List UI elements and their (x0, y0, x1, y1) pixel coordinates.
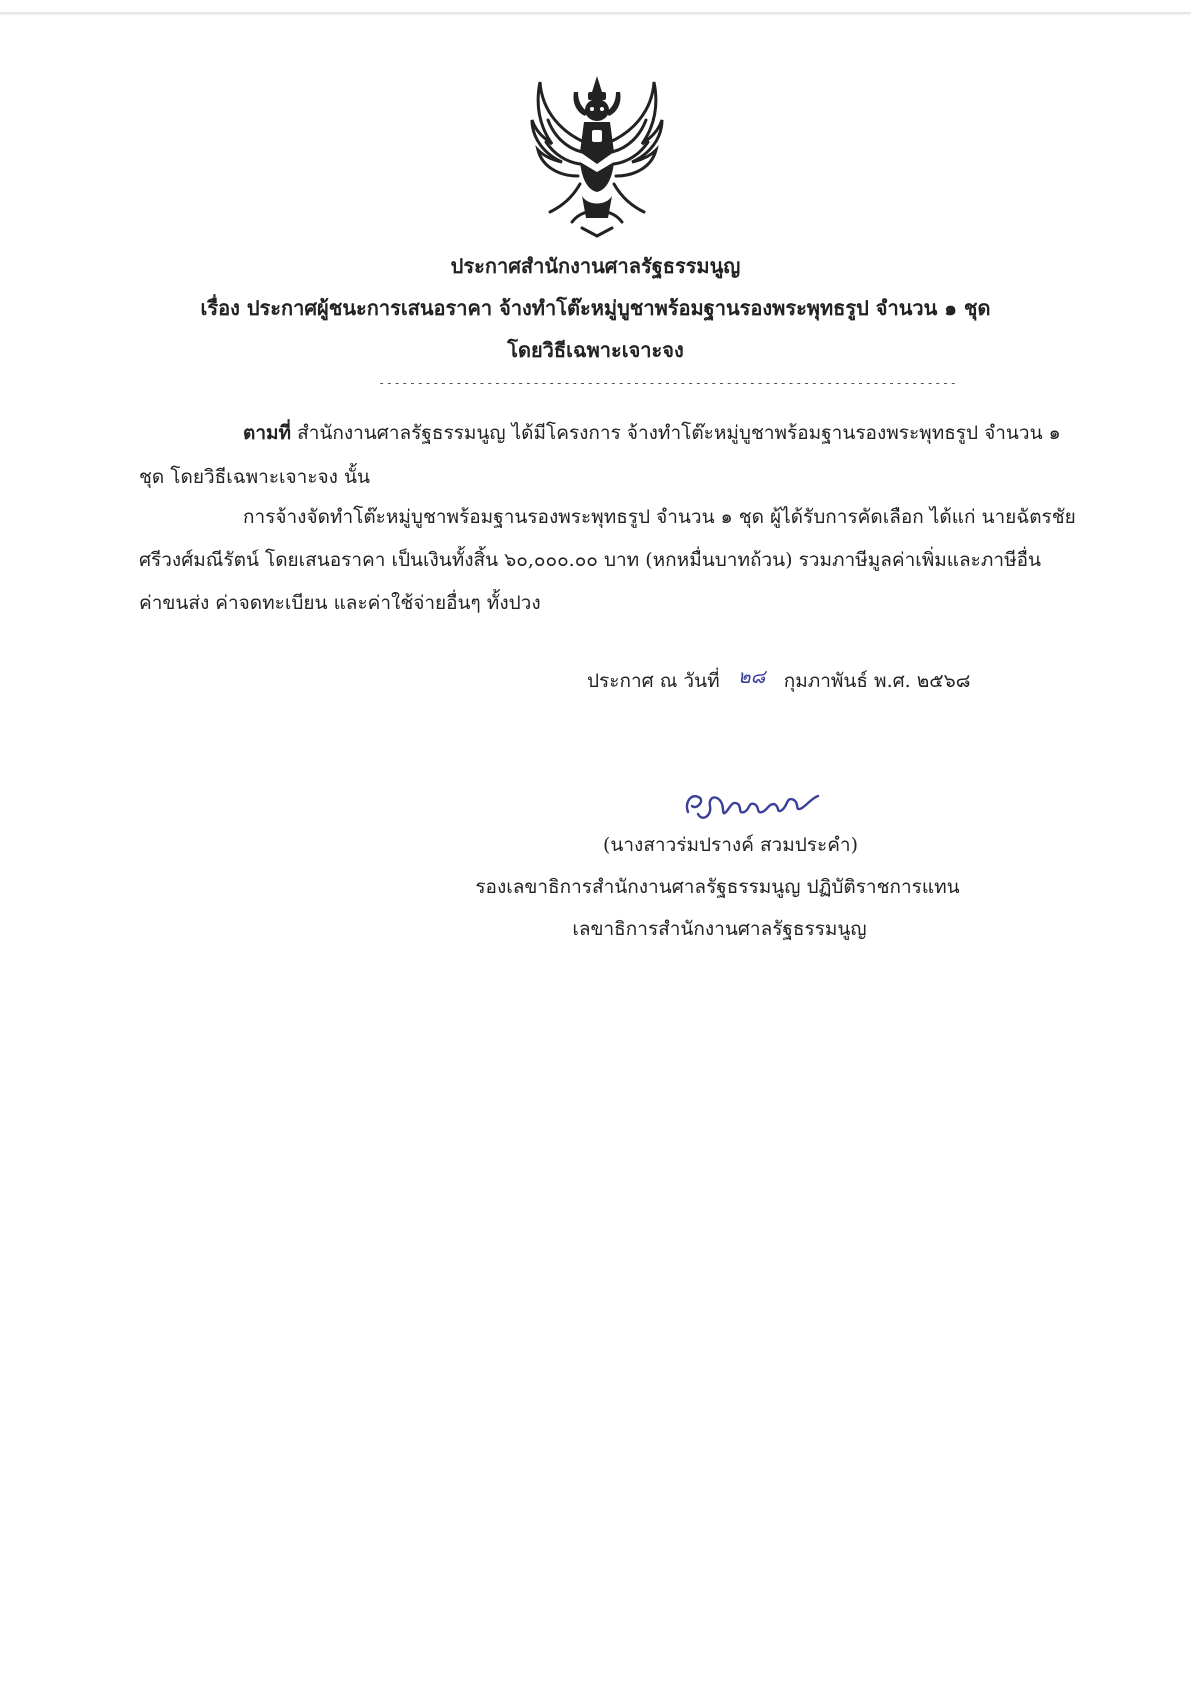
signatory-name: (นางสาวร่มปรางค์ สวมประคำ) (602, 834, 859, 856)
signatory-position-1: รองเลขาธิการสำนักงานศาลรัฐธรรมนูญ ปฏิบัติราชการแทน (475, 876, 960, 898)
paragraph-1-text: สำนักงานศาลรัฐธรรมนูญ ได้มีโครงการ จ้างทำโต๊ะหมู่บูชาพร้อมฐานรองพระพุทธรูป จำนวน ๑ (291, 422, 1061, 444)
paragraph-2-line-1: การจ้างจัดทำโต๊ะหมู่บูชาพร้อมฐานรองพระพุทธรูป จำนวน ๑ ชุด ผู้ได้รับการคัดเลือก ได้แก่ นายฉัตรชัย (243, 506, 1076, 528)
date-day-handwritten: ๒๘ (738, 666, 766, 688)
date-month-year: กุมภาพันธ์ พ.ศ. ๒๕๖๘ (783, 670, 971, 692)
paragraph-2-line-2: ศรีวงศ์มณีรัตน์ โดยเสนอราคา เป็นเงินทั้งสิ้น ๖๐,๐๐๐.๐๐ บาท (หกหมื่นบาทถ้วน) รวมภาษีมูลค่าเพิ่มและภาษีอื่น (139, 549, 1041, 571)
header-divider: --------------------------------------------------------------------------- (378, 376, 958, 390)
announcement-date (587, 666, 970, 696)
handwritten-signature (682, 782, 822, 826)
scan-edge (0, 12, 1191, 15)
paragraph-1-lead: ตามที่ (243, 422, 292, 444)
paragraph-1-line-1 (243, 418, 1061, 448)
document-heading: ประกาศสำนักงานศาลรัฐธรรมนูญ (450, 254, 741, 278)
signatory-position-2: เลขาธิการสำนักงานศาลรัฐธรรมนูญ (572, 918, 867, 940)
document-method: โดยวิธีเฉพาะเจาะจง (507, 338, 684, 362)
paragraph-2-line-3: ค่าขนส่ง ค่าจดทะเบียน และค่าใช้จ่ายอื่นๆ ทั้งปวง (139, 592, 541, 614)
garuda-emblem-icon (522, 72, 672, 238)
paragraph-1-line-2: ชุด โดยวิธีเฉพาะเจาะจง นั้น (139, 466, 370, 488)
document-subject: เรื่อง ประกาศผู้ชนะการเสนอราคา จ้างทำโต๊ะหมู่บูชาพร้อมฐานรองพระพุทธรูป จำนวน ๑ ชุด (200, 296, 991, 320)
date-prefix: ประกาศ ณ วันที่ (587, 670, 720, 692)
